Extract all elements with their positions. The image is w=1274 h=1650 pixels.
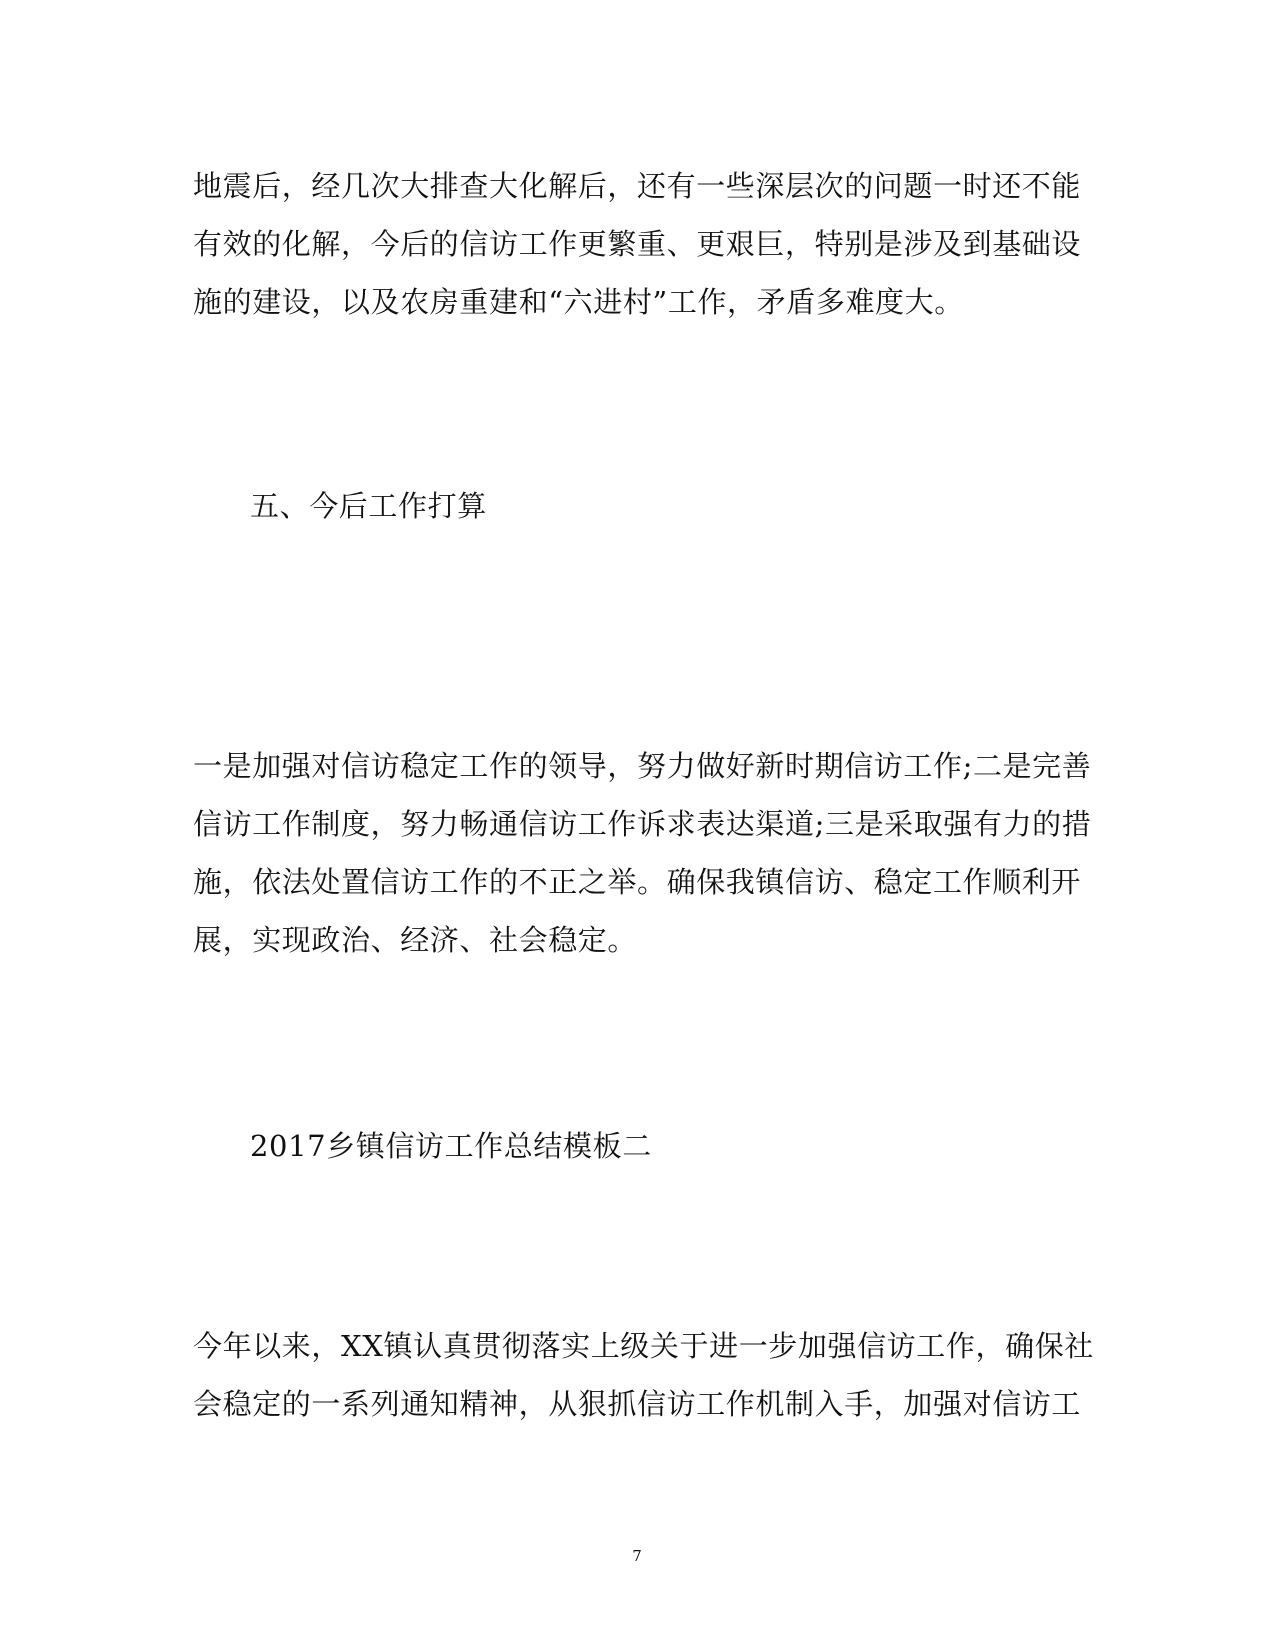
- paragraph-1-line-2: 有效的化解，今后的信访工作更繁重、更艰巨，特别是涉及到基础设: [193, 227, 1082, 261]
- paragraph-2-line-1: 一是加强对信访稳定工作的领导，努力做好新时期信访工作;二是完善: [193, 749, 1092, 783]
- section-heading-1: 五、今后工作打算: [250, 489, 487, 523]
- paragraph-1-line-3: 施的建设，以及农房重建和“六进村”工作，矛盾多难度大。: [193, 285, 964, 319]
- paragraph-3-line-2: 会稳定的一系列通知精神，从狠抓信访工作机制入手，加强对信访工: [193, 1387, 1082, 1421]
- page-number: 7: [632, 1547, 642, 1565]
- paragraph-2-line-2: 信访工作制度，努力畅通信访工作诉求表达渠道;三是采取强有力的措: [193, 807, 1092, 841]
- paragraph-2-line-4: 展，实现政治、经济、社会稳定。: [193, 923, 638, 957]
- paragraph-3-line-1: 今年以来，XX镇认真贯彻落实上级关于进一步加强信访工作，确保社: [193, 1329, 1094, 1363]
- section-heading-2: 2017乡镇信访工作总结模板二: [250, 1129, 652, 1163]
- paragraph-2-line-3: 施，依法处置信访工作的不正之举。确保我镇信访、稳定工作顺利开: [193, 865, 1082, 899]
- paragraph-1-line-1: 地震后，经几次大排查大化解后，还有一些深层次的问题一时还不能: [193, 169, 1082, 203]
